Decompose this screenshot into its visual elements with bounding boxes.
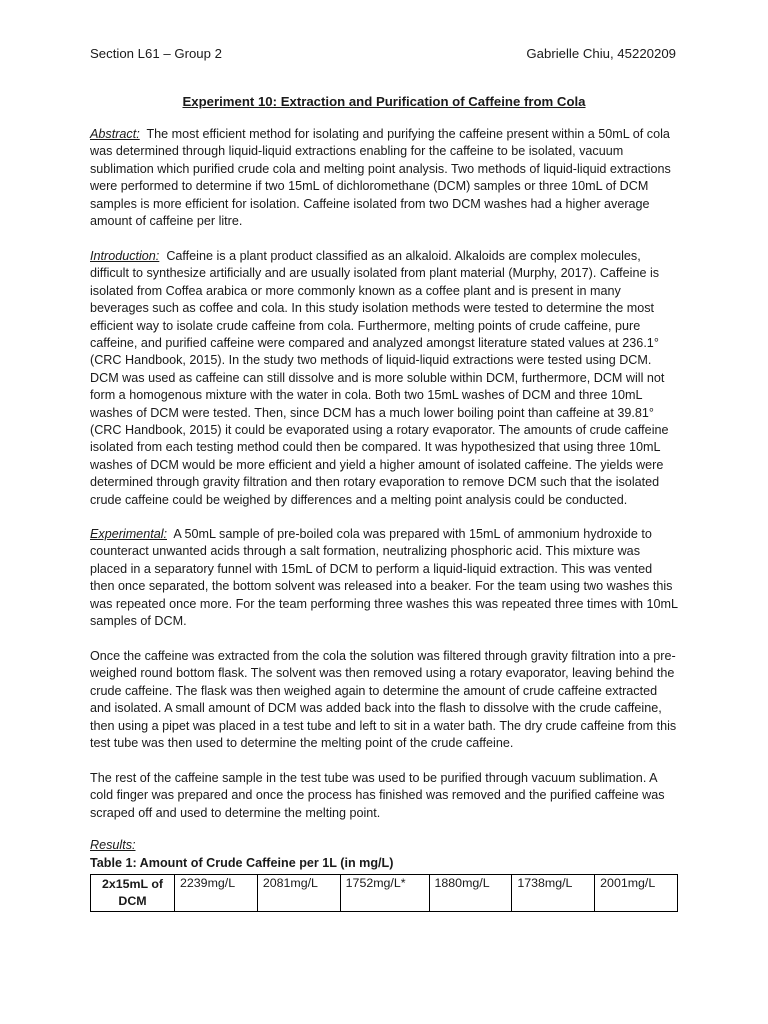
experimental-text: A 50mL sample of pre-boiled cola was prepared with 15mL of ammonium hydroxide to counteract unwanted acids through a salt formation, neutralizing phosphoric acid. This mixture was placed in a separatory funnel with 15mL of DCM to perform a liquid-liquid extraction. This was vented then once separated, the bottom solvent was released into a beaker. For the team using two washes this was repeated once more. For the team performing three washes this was repeated three times with 10mL samples of DCM. [90,527,678,629]
document-title: Experiment 10: Extraction and Purification of Caffeine from Cola [182,94,586,109]
table-row [91,875,678,912]
abstract-section [90,126,678,230]
abstract-label: Abstract: [90,127,140,141]
introduction-text: Caffeine is a plant product classified as an alkaloid. Alkaloids are complex molecules, difficult to synthesize artificially and are usually isolated from plant material (Murphy, 2017). Caffeine is isolated from Coffea arabica or more commonly known as a coffee plant and is present in many beverages such as coffee and cola. In this study isolation methods were tested to determine the most efficient way to isolate crude caffeine from cola. Furthermore, melting points of crude caffeine, pure caffeine, and purified caffeine were compared and analyzed amongst literature stated values at 236.1° (CRC Handbook, 2015). In the study two methods of liquid-liquid extractions were tested using DCM. DCM was used as caffeine can still dissolve and is more soluble within DCM, furthermore, DCM will not form a homogenous mixture with the water in cola. Both two 15mL washes of DCM and three 10mL washes of DCM were tested. Then, since DCM has a much lower boiling point than caffeine at 39.81° (CRC Handbook, 2015) it could be evaporated using a rotary evaporator. The amounts of crude caffeine isolated from each testing method could then be compared. It was hypothesized that using three 10mL washes of DCM would be more efficient and yield a higher amount of isolated caffeine. The yields were determined through gravity filtration and then rotary evaporation to remove DCM such that the isolated crude caffeine could be weighed by differences and a melting point analysis could be conducted. [90,249,669,507]
page-header [90,46,676,61]
table-cell: 2081mg/L [257,875,340,912]
introduction-label: Introduction: [90,249,160,263]
introduction-section [90,248,678,509]
table-cell: 1752mg/L* [340,875,429,912]
table-cell: 2001mg/L [595,875,678,912]
experimental-section [90,526,678,630]
procedure-text: Once the caffeine was extracted from the cola the solution was filtered through gravity filtration into a pre-weighed round bottom flask. The solvent was then removed using a rotary evaporator, leaving behind the crude caffeine. The flask was then weighed again to determine the amount of crude caffeine extracted and isolated. A small amount of DCM was added back into the flash to dissolve with the crude caffeine, then using a pipet was placed in a test tube and left to sit in a water bath. The dry crude caffeine from this test tube was then used to determine the melting point of the crude caffeine. [90,649,677,751]
table-cell: 2239mg/L [175,875,258,912]
table-title: Table 1: Amount of Crude Caffeine per 1L (in mg/L) [90,856,394,870]
section-group-label: Section L61 – Group 2 [90,46,222,61]
sublimation-text: The rest of the caffeine sample in the test tube was used to be purified through vacuum sublimation. A cold finger was prepared and once the process has finished was removed and the purified caffeine was scraped off and used to determine the melting point. [90,771,665,820]
results-label: Results: [90,838,136,852]
results-table [90,874,678,912]
abstract-text: The most efficient method for isolating and purifying the caffeine present within a 50mL of cola was determined through liquid-liquid extractions enabling for the caffeine to be isolated, vacuum sublimation which purified crude cola and melting point analysis. Two methods of liquid-liquid extractions were performed to determine if two 15mL of dichloromethane (DCM) samples or three 10mL of DCM samples is more efficient for isolation. Caffeine isolated from two DCM washes had a higher average amount of caffeine per litre. [90,127,671,229]
author-id-label: Gabrielle Chiu, 45220209 [526,46,676,61]
row-header: 2x15mL of DCM [91,875,175,912]
table-cell: 1738mg/L [512,875,595,912]
table-cell: 1880mg/L [429,875,512,912]
sublimation-paragraph [90,770,678,822]
procedure-paragraph [90,648,678,752]
experimental-label: Experimental: [90,527,167,541]
